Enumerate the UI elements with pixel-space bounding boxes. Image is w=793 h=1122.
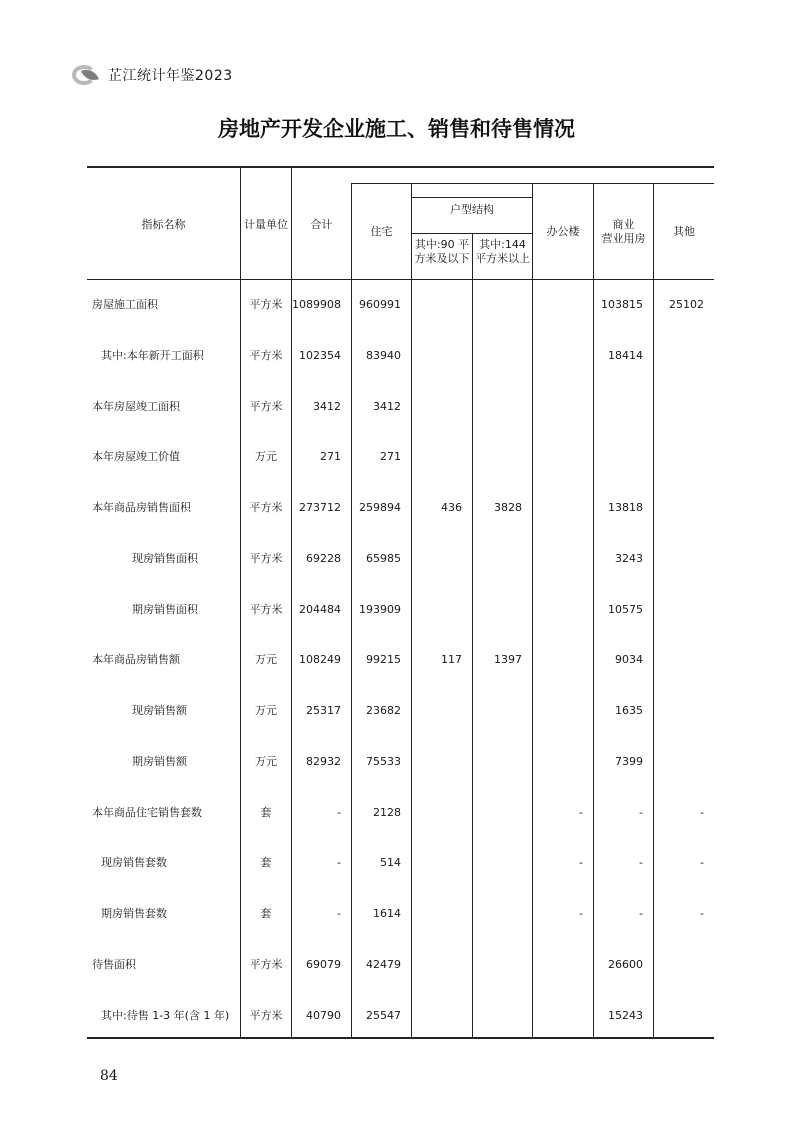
cell-total: 69079 [306, 958, 341, 971]
cell-indicator-name: 期房销售额 [132, 755, 187, 768]
cell-commercial: 18414 [608, 349, 643, 362]
cell-indicator-name: 本年房屋竣工价值 [92, 450, 180, 463]
cell-residential: 259894 [359, 501, 401, 514]
cell-residential: 42479 [366, 958, 401, 971]
cell-indicator-name: 本年商品房销售面积 [92, 501, 191, 514]
cell-indicator-name: 待售面积 [92, 958, 136, 971]
cell-unit: 平方米 [249, 400, 283, 413]
cell-total: 102354 [299, 349, 341, 362]
cell-unit: 平方米 [249, 501, 283, 514]
cell-total: 273712 [299, 501, 341, 514]
yearbook-header [70, 62, 233, 88]
cell-total: 25317 [306, 704, 341, 717]
cell-unit: 平方米 [249, 1009, 283, 1022]
cell-indicator-name: 本年商品住宅销售套数 [92, 806, 202, 819]
cell-commercial: 1635 [615, 704, 643, 717]
col-divider [472, 233, 473, 1038]
col-header-office: 办公楼 [546, 225, 580, 238]
cell-residential: 65985 [366, 552, 401, 565]
cell-unit: 套 [260, 806, 272, 819]
cell-total: 271 [320, 450, 341, 463]
cell-commercial: - [639, 856, 643, 869]
cell-other: - [700, 806, 704, 819]
header-group-rule [351, 183, 714, 184]
cell-unit: 平方米 [249, 603, 283, 616]
cell-unit: 套 [260, 907, 272, 920]
cell-unit: 套 [260, 856, 272, 869]
cell-residential: 193909 [359, 603, 401, 616]
cell-unit: 平方米 [249, 298, 283, 311]
cell-indicator-name: 现房销售面积 [132, 552, 198, 565]
cell-residential: 99215 [366, 653, 401, 666]
cell-total: 3412 [313, 400, 341, 413]
header-subgroup-rule [411, 233, 532, 234]
col-header-commercial-l2: 营业用房 [601, 232, 646, 245]
cell-residential: 1614 [373, 907, 401, 920]
cell-commercial: 13818 [608, 501, 643, 514]
header-group-rule [411, 197, 532, 198]
cell-commercial: 10575 [608, 603, 643, 616]
col-header-other: 其他 [673, 225, 695, 238]
col-header-over144-l1: 其中:144 [479, 238, 526, 251]
cell-commercial: 26600 [608, 958, 643, 971]
cell-commercial: - [639, 907, 643, 920]
cell-unit: 万元 [255, 755, 277, 768]
cell-indicator-name: 期房销售面积 [132, 603, 198, 616]
cell-residential: 3412 [373, 400, 401, 413]
col-header-structure-group: 户型结构 [450, 203, 494, 216]
cell-total: 82932 [306, 755, 341, 768]
cell-total: 69228 [306, 552, 341, 565]
cell-over144: 3828 [494, 501, 522, 514]
cell-other: - [700, 856, 704, 869]
cell-under90: 117 [441, 653, 462, 666]
cell-office: - [579, 856, 583, 869]
cell-unit: 平方米 [249, 958, 283, 971]
cell-total: - [337, 806, 341, 819]
col-header-commercial-l1: 商业 [612, 218, 635, 231]
col-header-unit: 计量单位 [244, 218, 288, 231]
cell-total: 108249 [299, 653, 341, 666]
cell-under90: 436 [441, 501, 462, 514]
cell-office: - [579, 907, 583, 920]
cell-total: 40790 [306, 1009, 341, 1022]
col-header-indicator: 指标名称 [141, 218, 186, 231]
cell-indicator-name: 本年商品房销售额 [92, 653, 180, 666]
col-header-under90-l2: 方米及以下 [414, 252, 470, 265]
cell-indicator-name: 其中:本年新开工面积 [101, 349, 204, 362]
cell-other: - [700, 907, 704, 920]
cell-over144: 1397 [494, 653, 522, 666]
cell-commercial: - [639, 806, 643, 819]
cell-indicator-name: 现房销售额 [132, 704, 187, 717]
cell-indicator-name: 本年房屋竣工面积 [92, 400, 180, 413]
cell-unit: 平方米 [249, 349, 283, 362]
page-title: 房地产开发企业施工、销售和待售情况 [218, 116, 575, 141]
table-header-rule [87, 279, 714, 280]
col-header-total: 合计 [310, 218, 333, 231]
cell-residential: 514 [380, 856, 401, 869]
cell-residential: 75533 [366, 755, 401, 768]
col-header-under90-l1: 其中:90 平 [414, 238, 470, 251]
cell-total: 1089908 [292, 298, 341, 311]
cell-residential: 960991 [359, 298, 401, 311]
cell-unit: 平方米 [249, 552, 283, 565]
page-number: 84 [100, 1068, 118, 1084]
cell-residential: 25547 [366, 1009, 401, 1022]
cell-total: - [337, 907, 341, 920]
cell-total: - [337, 856, 341, 869]
table-bottom-rule [87, 1037, 714, 1039]
table-top-rule [87, 166, 714, 168]
cell-indicator-name: 现房销售套数 [101, 856, 167, 869]
cell-total: 204484 [299, 603, 341, 616]
cell-unit: 万元 [255, 704, 277, 717]
cell-indicator-name: 其中:待售 1-3 年(含 1 年) [101, 1009, 230, 1022]
cell-indicator-name: 房屋施工面积 [92, 298, 158, 311]
cell-residential: 83940 [366, 349, 401, 362]
col-header-over144-l2: 平方米以上 [475, 252, 530, 265]
cell-residential: 23682 [366, 704, 401, 717]
cell-residential: 2128 [373, 806, 401, 819]
cell-unit: 万元 [255, 653, 277, 666]
cell-residential: 271 [380, 450, 401, 463]
cell-commercial: 103815 [601, 298, 643, 311]
cell-commercial: 3243 [615, 552, 643, 565]
cell-other: 25102 [669, 298, 704, 311]
cell-commercial: 7399 [615, 755, 643, 768]
yearbook-logo-icon [70, 62, 104, 88]
col-divider [411, 183, 412, 1038]
col-header-residential: 住宅 [370, 225, 393, 238]
yearbook-title: 芷江统计年鉴2023 [108, 68, 233, 84]
cell-indicator-name: 期房销售套数 [101, 907, 167, 920]
cell-commercial: 9034 [615, 653, 643, 666]
cell-commercial: 15243 [608, 1009, 643, 1022]
cell-unit: 万元 [255, 450, 277, 463]
cell-office: - [579, 806, 583, 819]
